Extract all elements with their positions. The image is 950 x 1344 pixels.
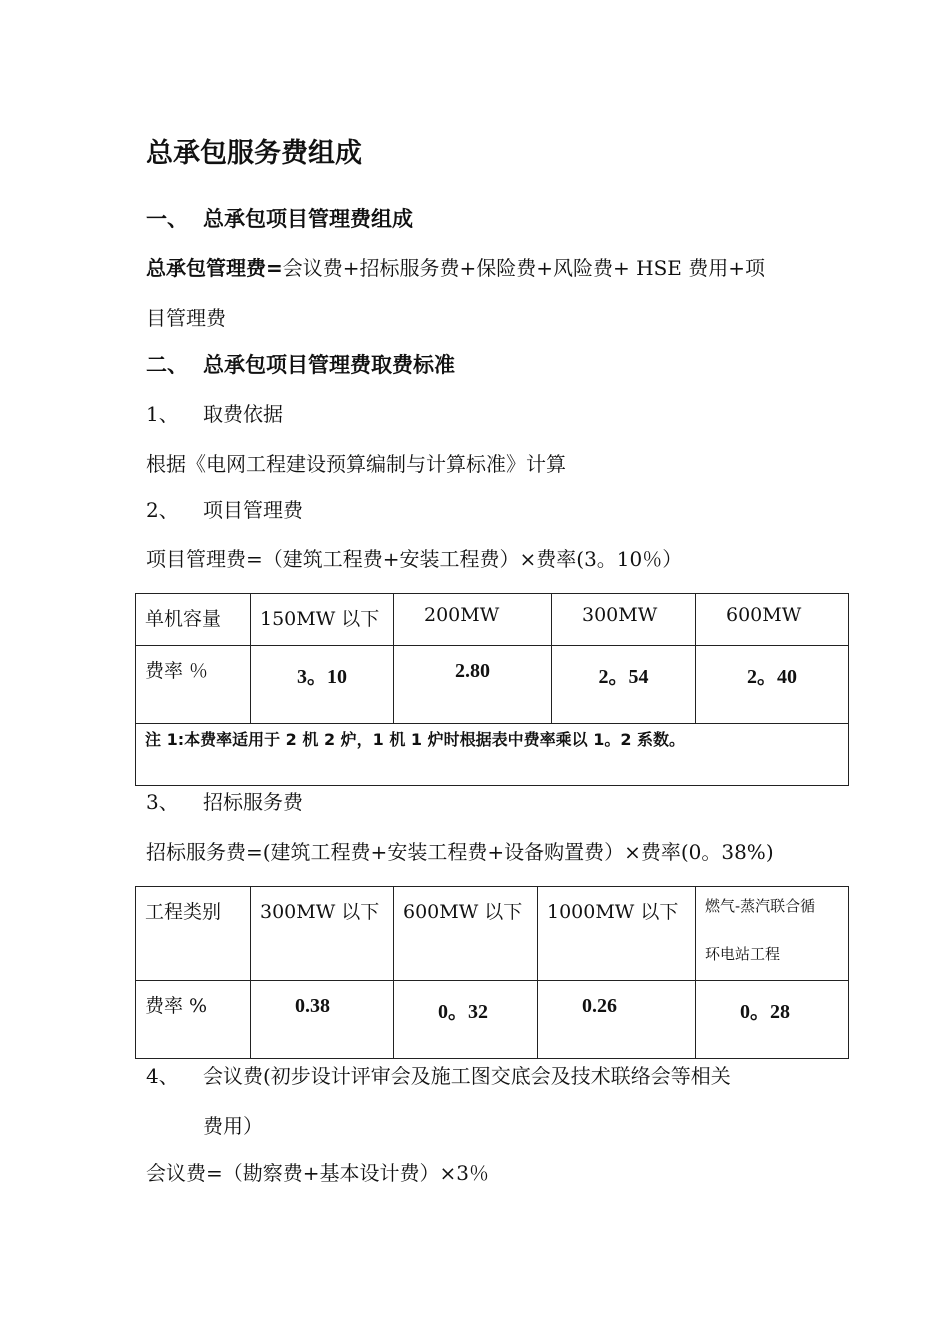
section-2-number: 二、 bbox=[146, 353, 188, 377]
table-1-header-cell: 600MW bbox=[696, 594, 849, 646]
item-2-number: 2、 bbox=[146, 498, 179, 522]
formula-project-management: 项目管理费=（建筑工程费+安装工程费）×费率(3。10％） bbox=[146, 547, 683, 571]
table-2-header-cell: 工程类别 bbox=[136, 887, 251, 981]
table-2-rate-cell: 0.38 bbox=[251, 981, 394, 1059]
table-1-header-cell: 150MW 以下 bbox=[251, 594, 394, 646]
formula-total-label: 总承包管理费= bbox=[146, 256, 283, 280]
table-1-note: 注 1:本费率适用于 2 机 2 炉，1 机 1 炉时根据表中费率乘以 1。2 系数。 bbox=[136, 724, 849, 786]
table-1-row-label: 费率 ％ bbox=[136, 646, 251, 724]
table-bidding-rates bbox=[135, 886, 849, 1059]
basis-text: 根据《电网工程建设预算编制与计算标准》计算 bbox=[146, 452, 566, 476]
table-1-header-row bbox=[136, 594, 849, 646]
table-1-rate-cell: 2。40 bbox=[696, 646, 849, 724]
table-2-header-cell: 300MW 以下 bbox=[251, 887, 394, 981]
table-1-rate-cell: 2.80 bbox=[394, 646, 552, 724]
page-title: 总承包服务费组成 bbox=[146, 138, 362, 169]
table-2-header-cell: 1000MW 以下 bbox=[538, 887, 696, 981]
table-1-header-cell: 300MW bbox=[552, 594, 696, 646]
item-3 bbox=[146, 786, 303, 815]
table-1-rate-row bbox=[136, 646, 849, 724]
section-2-title: 总承包项目管理费取费标准 bbox=[203, 353, 455, 377]
section-1-title: 总承包项目管理费组成 bbox=[203, 207, 413, 231]
table-2-header-row bbox=[136, 887, 849, 981]
item-4-number: 4、 bbox=[146, 1064, 179, 1088]
table-2-rate-row bbox=[136, 981, 849, 1059]
item-4-label: 会议费(初步设计评审会及施工图交底会及技术联络会等相关 bbox=[203, 1064, 731, 1088]
table-2-rate-cell: 0。32 bbox=[394, 981, 538, 1059]
item-2 bbox=[146, 494, 303, 523]
item-1 bbox=[146, 398, 283, 427]
table-2-rate-cell: 0.26 bbox=[538, 981, 696, 1059]
item-2-label: 项目管理费 bbox=[203, 498, 303, 522]
table-1-rate-cell: 3。10 bbox=[251, 646, 394, 724]
table-2-header-last-line-2: 环电站工程 bbox=[705, 945, 781, 963]
table-1-header-cell: 200MW bbox=[394, 594, 552, 646]
item-4-continued: 费用） bbox=[203, 1114, 263, 1138]
item-4 bbox=[146, 1060, 731, 1089]
table-2-row-label: 费率 % bbox=[136, 981, 251, 1059]
formula-bidding-service: 招标服务费=(建筑工程费+安装工程费+设备购置费）×费率(0。38%) bbox=[146, 840, 774, 864]
table-1-header-cell: 单机容量 bbox=[136, 594, 251, 646]
table-1-rate-cell: 2。54 bbox=[552, 646, 696, 724]
table-management-rates bbox=[135, 593, 849, 786]
item-1-label: 取费依据 bbox=[203, 402, 283, 426]
formula-meeting-fee: 会议费=（勘察费+基本设计费）×3％ bbox=[146, 1161, 489, 1185]
table-2-header-cell: 600MW 以下 bbox=[394, 887, 538, 981]
item-3-number: 3、 bbox=[146, 790, 179, 814]
section-2-heading bbox=[146, 349, 455, 379]
formula-total-management bbox=[146, 252, 765, 281]
item-1-number: 1、 bbox=[146, 402, 179, 426]
table-2-rate-cell: 0。28 bbox=[696, 981, 849, 1059]
table-2-header-last-line-1: 燃气-蒸汽联合循 bbox=[705, 897, 816, 915]
item-3-label: 招标服务费 bbox=[203, 790, 303, 814]
table-1-note-row bbox=[136, 724, 849, 786]
section-1-heading bbox=[146, 203, 413, 233]
table-2-header-cell bbox=[696, 887, 849, 981]
section-1-number: 一、 bbox=[146, 207, 188, 231]
formula-total-text: 会议费+招标服务费+保险费+风险费+ HSE 费用+项 bbox=[282, 256, 766, 280]
formula-total-continued: 目管理费 bbox=[146, 306, 226, 330]
